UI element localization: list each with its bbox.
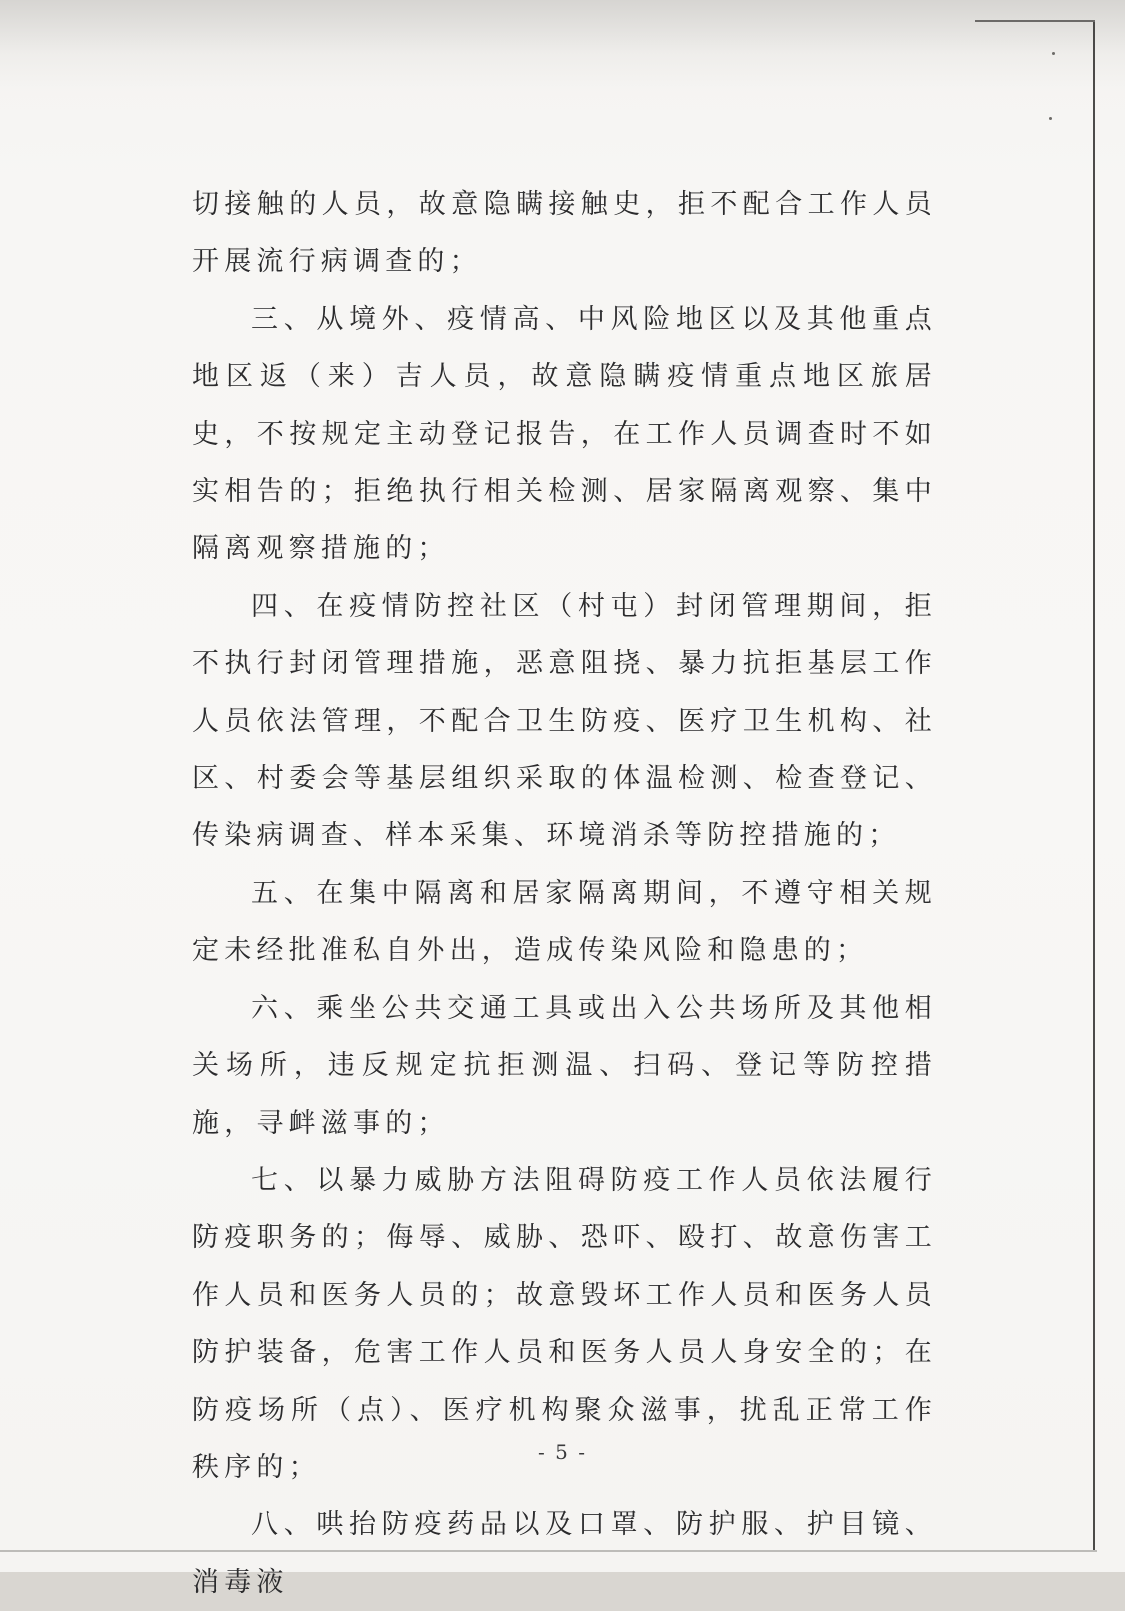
paper-edge-right bbox=[1093, 22, 1095, 1550]
page-number: - 5 - bbox=[538, 1440, 587, 1464]
paper-edge-top bbox=[975, 20, 1095, 22]
paragraph-item-6: 六、乘坐公共交通工具或出入公共场所及其他相关场所，违反规定抗拒测温、扫码、登记等防控措施，寻衅滋事的； bbox=[192, 992, 937, 1139]
paragraph-item-8: 八、哄抬防疫药品以及口罩、防护服、护目镜、消毒液 bbox=[192, 1509, 937, 1598]
paragraph-item-5: 五、在集中隔离和居家隔离期间，不遵守相关规定未经批准私自外出，造成传染风险和隐患的； bbox=[192, 877, 937, 967]
scan-shadow bbox=[0, 0, 1125, 90]
paragraph-continuation: 切接触的人员，故意隐瞒接触史，拒不配合工作人员开展流行病调查的； bbox=[192, 189, 937, 278]
paragraph-item-4: 四、在疫情防控社区（村屯）封闭管理期间，拒不执行封闭管理措施，恶意阻挠、暴力抗拒基层工作人员依法管理，不配合卫生防疫、医疗卫生机构、社区、村委会等基层组织采取的体温检测、检查登记、传染病调查、样本采集、环境消杀等防控措施的； bbox=[192, 590, 937, 852]
document-body bbox=[192, 176, 937, 1611]
scan-speck bbox=[1052, 52, 1055, 55]
paragraph-item-3: 三、从境外、疫情高、中风险地区以及其他重点地区返（来）吉人员，故意隐瞒疫情重点地区旅居史，不按规定主动登记报告，在工作人员调查时不如实相告的；拒绝执行相关检测、居家隔离观察、集中隔离观察措施的； bbox=[192, 303, 937, 565]
scan-speck bbox=[1049, 117, 1052, 120]
paragraph-item-7: 七、以暴力威胁方法阻碍防疫工作人员依法履行防疫职务的；侮辱、威胁、恐吓、殴打、故意伤害工作人员和医务人员的；故意毁坏工作人员和医务人员防护装备，危害工作人员和医务人员人身安全的；在防疫场所（点）、医疗机构聚众滋事，扰乱正常工作秩序的； bbox=[192, 1164, 937, 1483]
